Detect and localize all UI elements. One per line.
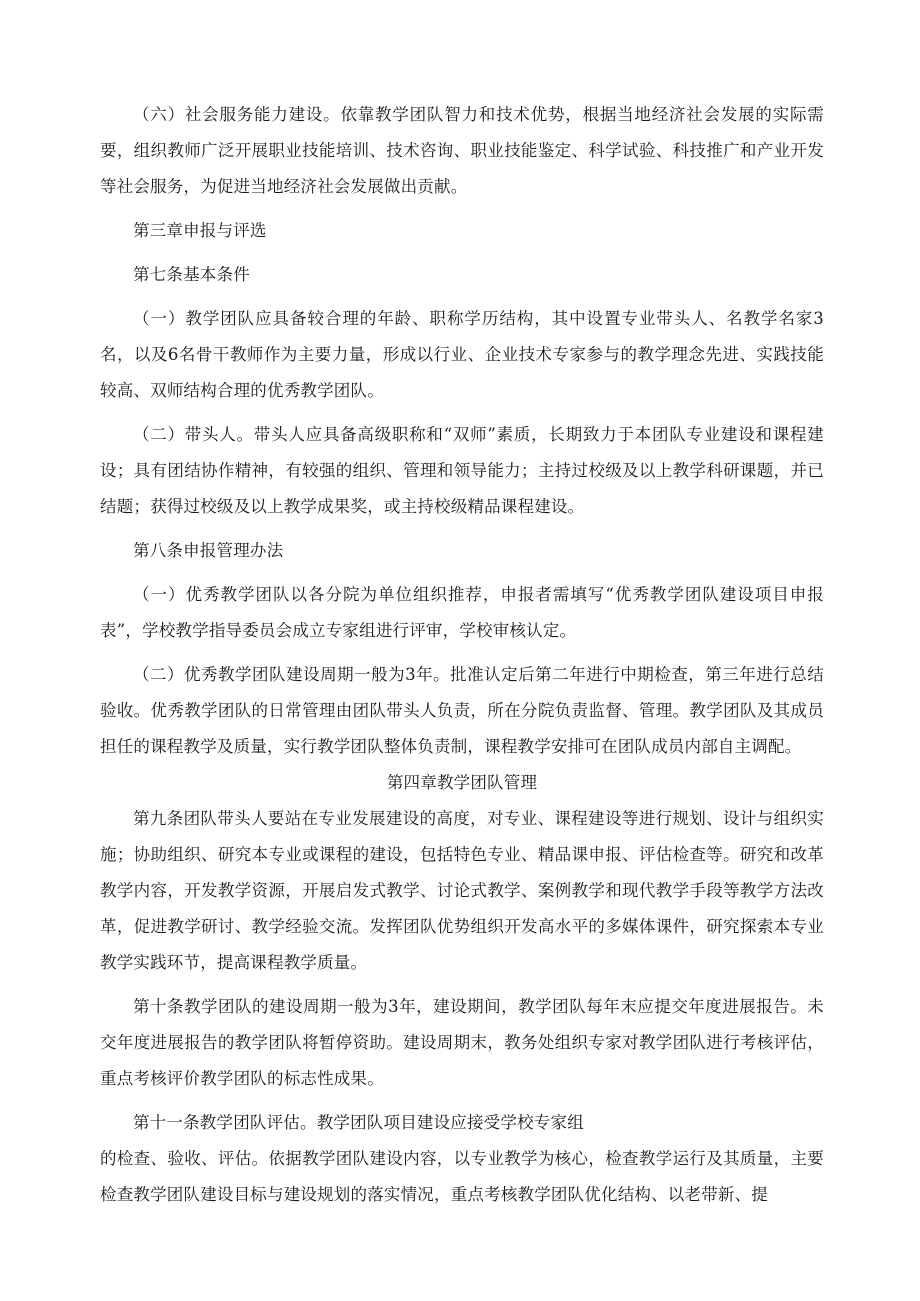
paragraph-social-service: （六）社会服务能力建设。依靠教学团队智力和技术优势，根据当地经济社会发展的实际需要，组织教师广泛开展职业技能培训、技术咨询、职业技能鉴定、科学试验、科技推广和产业开发等社会服务，为促进当地经济社会发展做出贡献。 [100, 105, 824, 196]
paragraph-leader: （二）带头人。带头人应具备高级职称和“双师”素质，长期致力于本团队专业建设和课程建设；具有团结协作精神，有较强的组织、管理和领导能力；主持过校级及以上教学科研课题，并已结题；获得过校级及以上教学成果奖，或主持校级精品课程建设。 [100, 425, 824, 516]
article-seven-heading: 第七条基本条件 [133, 265, 250, 284]
paragraph-construction-cycle: （二）优秀教学团队建设周期一般为3年。批准认定后第二年进行中期检查，第三年进行总结验收。优秀教学团队的日常管理由团队带头人负责，所在分院负责监督、管理。教学团队及其成员担任的课程教学及质量，实行教学团队整体负责制，课程教学安排可在团队成员内部自主调配。 [100, 665, 824, 756]
paragraph-team-structure: （一）教学团队应具备较合理的年龄、职称学历结构，其中设置专业带头人、名教学名家3名，以及6名骨干教师作为主要力量，形成以行业、企业技术专家参与的教学理念先进、实践技能较高、双师结构合理的优秀教学团队。 [100, 309, 824, 400]
paragraph-article-ten: 第十条教学团队的建设周期一般为3年，建设期间，教学团队每年末应提交年度进展报告。未交年度进展报告的教学团队将暂停资助。建设周期末，教务处组织专家对教学团队进行考核评估，重点考核评价教学团队的标志性成果。 [100, 997, 824, 1088]
paragraph-recommendation: （一）优秀教学团队以各分院为单位组织推荐，申报者需填写“优秀教学团队建设项目申报表”，学校教学指导委员会成立专家组进行评审，学校审核认定。 [100, 585, 824, 640]
article-eight-heading: 第八条申报管理办法 [133, 541, 284, 560]
chapter-four-heading: 第四章教学团队管理 [386, 773, 538, 792]
paragraph-article-eleven: 第十一条教学团队评估。教学团队项目建设应接受学校专家组 [133, 1113, 584, 1132]
document-body [100, 97, 824, 1213]
paragraph-article-nine: 第九条团队带头人要站在专业发展建设的高度，对专业、课程建设等进行规划、设计与组织实施；协助组织、研究本专业或课程的建设，包括特色专业、精品课申报、评估检查等。研究和改革教学内容，开发教学资源，开展启发式教学、讨论式教学、案例教学和现代教学手段等教学方法改革，促进教学研讨、教学经验交流。发挥团队优势组织开发高水平的多媒体课件，研究探索本专业教学实践环节，提高课程教学质量。 [100, 809, 824, 972]
chapter-three-heading: 第三章申报与评选 [133, 221, 267, 240]
paragraph-evaluation-continued: 的检查、验收、评估。依据教学团队建设内容，以专业教学为核心，检查教学运行及其质量，主要检查教学团队建设目标与建设规划的落实情况，重点考核教学团队优化结构、以老带新、提 [100, 1149, 824, 1204]
